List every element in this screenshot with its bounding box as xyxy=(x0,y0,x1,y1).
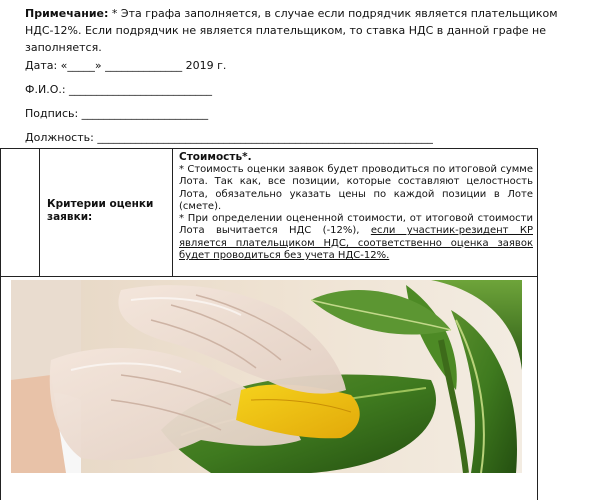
cleaning-photo xyxy=(11,280,522,473)
note-label: Примечание: xyxy=(25,7,109,20)
criteria-paragraph-2-underlined: если участник-резидент КР является плательщиком НДС, соответственно оценка заявок будет проводиться без учета НДС-12%. xyxy=(179,225,533,262)
criteria-label-cell xyxy=(40,149,173,276)
criteria-paragraph-2 xyxy=(179,213,533,262)
criteria-table xyxy=(0,148,538,277)
criteria-label: Критерии оценки заявки: xyxy=(47,197,154,223)
criteria-paragraph-1: * Стоимость оценки заявок будет проводиться по итоговой сумме Лота. Так как, все позиции, которые составляют целостность Лота, обязательно указать цены по каждой позиции в Лоте (смете). xyxy=(179,164,533,212)
note-paragraph xyxy=(25,5,595,56)
empty-cell xyxy=(1,149,40,276)
date-field: Дата: «_____» ______________ 2019 г. xyxy=(25,59,227,72)
position-field: Должность: _____________________________________________________________ xyxy=(25,131,433,144)
criteria-content-cell xyxy=(174,149,537,276)
fio-field: Ф.И.О.: __________________________ xyxy=(25,83,213,96)
criteria-paragraph-2-start: * При определении оцененной стоимости, от итоговой стоимости Лота вычитается НДС (-12%), xyxy=(179,213,533,237)
cost-title: Стоимость*. xyxy=(179,151,252,163)
signature-field: Подпись: _______________________ xyxy=(25,107,209,120)
note-text: * Эта графа заполняется, в случае если подрядчик является плательщиком НДС-12%. Если подрядчик не является плательщиком, то ставка НДС в данной графе не заполняется. xyxy=(25,7,558,54)
